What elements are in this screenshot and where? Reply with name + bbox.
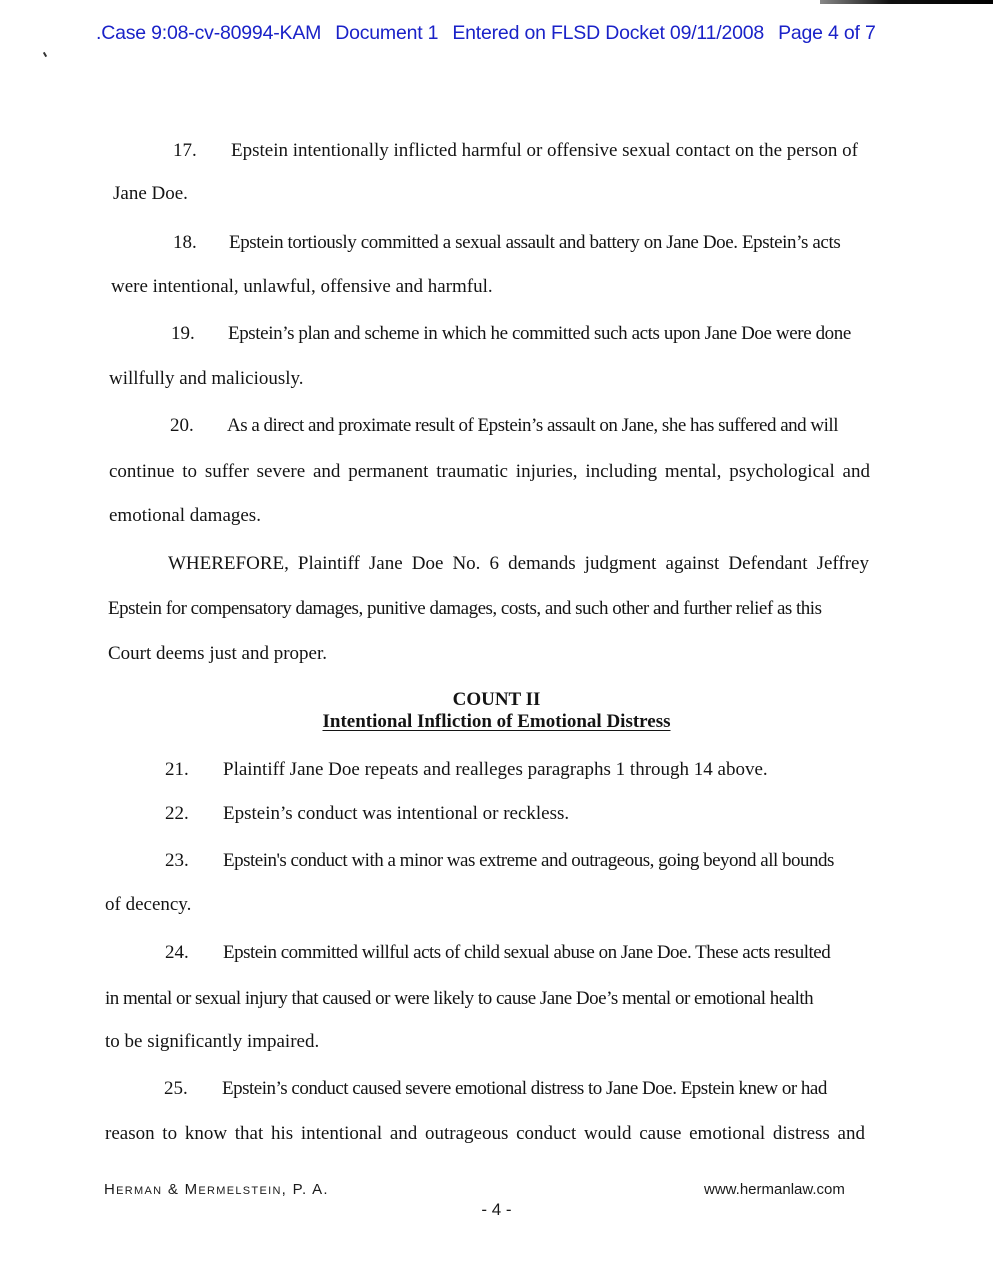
paragraph-19-line-2: willfully and maliciously. [109, 368, 304, 389]
paragraph-22 [165, 803, 569, 824]
page-indicator: Page 4 of 7 [778, 22, 876, 44]
paragraph-text: Epstein's conduct with a minor was extreme and outrageous, going beyond all bounds [223, 850, 834, 871]
docket-header [96, 22, 890, 45]
paragraph-number: 25. [164, 1078, 188, 1099]
paragraph-number: 20. [170, 415, 194, 436]
paragraph-text: Epstein tortiously committed a sexual assault and battery on Jane Doe. Epstein’s acts [229, 232, 841, 253]
paragraph-text: As a direct and proximate result of Epstein’s assault on Jane, she has suffered and will [227, 415, 838, 436]
paragraph-number: 17. [173, 140, 197, 161]
paragraph-text: Epstein’s plan and scheme in which he committed such acts upon Jane Doe were done [228, 323, 851, 344]
docket-entry-date: Entered on FLSD Docket 09/11/2008 [452, 22, 765, 44]
paragraph-20-line-1 [170, 415, 838, 436]
paragraph-text: Plaintiff Jane Doe repeats and realleges paragraphs 1 through 14 above. [223, 759, 768, 780]
paragraph-18-line-1 [173, 232, 840, 253]
paragraph-text: Epstein’s conduct was intentional or reckless. [223, 803, 570, 824]
paragraph-24-line-3: to be significantly impaired. [105, 1031, 320, 1052]
firm-website: www.hermanlaw.com [704, 1181, 845, 1198]
paragraph-19-line-1 [171, 323, 851, 344]
paragraph-text: Epstein’s conduct caused severe emotional distress to Jane Doe. Epstein knew or had [222, 1078, 827, 1099]
paragraph-number: 24. [165, 942, 189, 963]
paragraph-number: 22. [165, 803, 189, 824]
paragraph-20-line-3: emotional damages. [109, 505, 261, 526]
scan-edge-mark [820, 0, 993, 4]
case-number: .Case 9:08-cv-80994-KAM [96, 22, 322, 44]
paragraph-23-line-2: of decency. [105, 894, 192, 915]
paragraph-23-line-1 [165, 850, 834, 871]
paragraph-21 [165, 759, 768, 780]
paragraph-20-line-2: continue to suffer severe and permanent traumatic injuries, including mental, psychological and [109, 461, 870, 482]
wherefore-line-3: Court deems just and proper. [108, 643, 327, 664]
paragraph-text: Epstein intentionally inflicted harmful or offensive sexual contact on the person of [231, 140, 858, 161]
law-firm-name: Herman & Mermelstein, P. A. [104, 1181, 329, 1198]
count-subtitle: Intentional Infliction of Emotional Distress [322, 711, 671, 732]
page-number: - 4 - [481, 1200, 512, 1219]
paragraph-24-line-1 [165, 942, 830, 963]
scan-artifact [43, 52, 47, 57]
paragraph-18-line-2: were intentional, unlawful, offensive and harmful. [111, 276, 493, 297]
paragraph-number: 19. [171, 323, 195, 344]
paragraph-text: Epstein committed willful acts of child sexual abuse on Jane Doe. These acts resulted [223, 942, 831, 963]
paragraph-24-line-2: in mental or sexual injury that caused or were likely to cause Jane Doe’s mental or emotional health [105, 988, 814, 1009]
paragraph-number: 18. [173, 232, 197, 253]
document-number: Document 1 [335, 22, 439, 44]
wherefore-line-1: WHEREFORE, Plaintiff Jane Doe No. 6 demands judgment against Defendant Jeffrey [168, 553, 869, 574]
paragraph-number: 23. [165, 850, 189, 871]
paragraph-17-line-1 [173, 140, 858, 161]
paragraph-17-line-2: Jane Doe. [113, 183, 188, 204]
paragraph-25-line-2: reason to know that his intentional and outrageous conduct would cause emotional distress and [105, 1123, 865, 1144]
wherefore-line-2: Epstein for compensatory damages, punitive damages, costs, and such other and further relief as this [108, 598, 822, 619]
paragraph-number: 21. [165, 759, 189, 780]
count-title: COUNT II [452, 689, 541, 710]
paragraph-25-line-1 [164, 1078, 827, 1099]
